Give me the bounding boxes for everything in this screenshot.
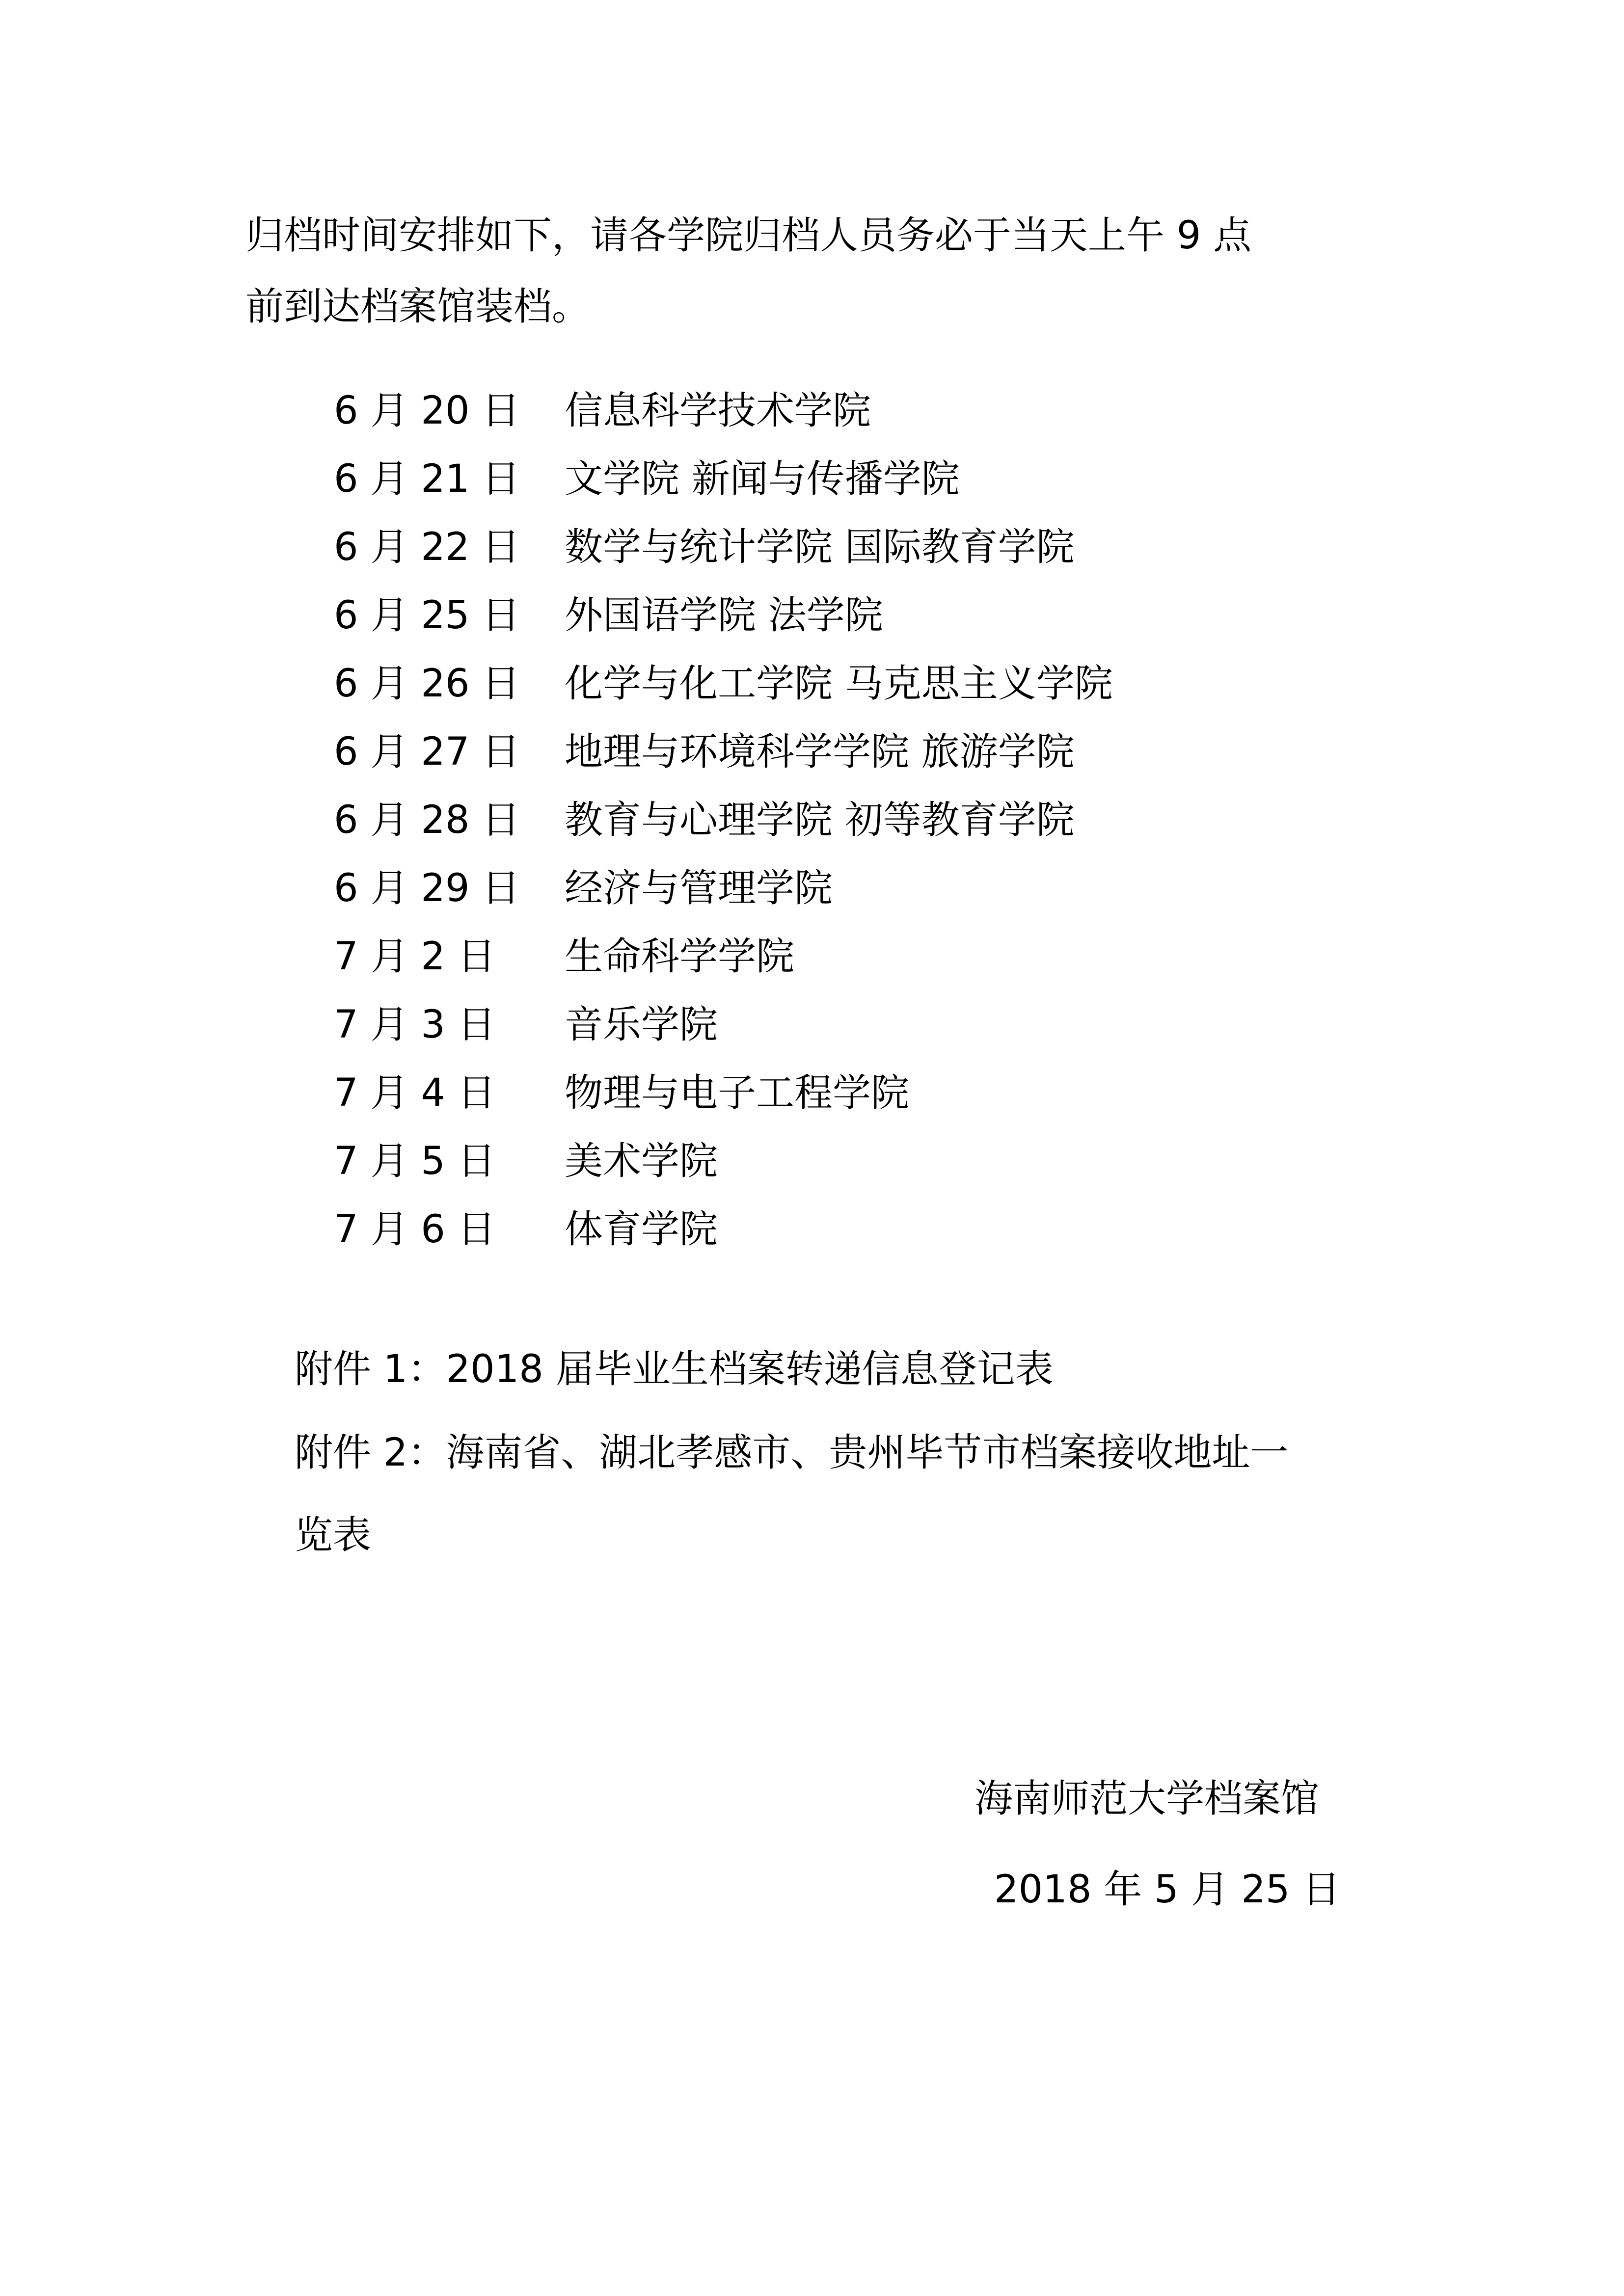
attachment-1: 附件 1：2018 届毕业生档案转递信息登记表 — [295, 1347, 1054, 1391]
schedule-date: 6 月 28 日 — [334, 798, 520, 842]
schedule-date: 6 月 26 日 — [334, 662, 520, 706]
intro-line-1: 归档时间安排如下，请各学院归档人员务必于当天上午 9 点 — [245, 214, 1252, 258]
schedule-colleges: 地理与环境科学学院 旅游学院 — [565, 730, 1075, 774]
schedule-date: 6 月 22 日 — [334, 525, 520, 569]
schedule-colleges: 经济与管理学院 — [565, 866, 833, 910]
schedule-colleges: 生命科学学院 — [565, 934, 795, 979]
schedule-colleges: 信息科学技术学院 — [565, 389, 871, 433]
schedule-date: 7 月 6 日 — [334, 1207, 496, 1252]
schedule-date: 6 月 27 日 — [334, 730, 520, 774]
schedule-colleges: 化学与化工学院 马克思主义学院 — [565, 662, 1113, 706]
signature-organization: 海南师范大学档案馆 — [974, 1777, 1320, 1821]
schedule-colleges: 数学与统计学院 国际教育学院 — [565, 525, 1075, 569]
schedule-date: 6 月 29 日 — [334, 866, 520, 910]
attachment-2-line-2: 览表 — [295, 1513, 372, 1557]
schedule-colleges: 体育学院 — [565, 1207, 718, 1252]
schedule-date: 7 月 2 日 — [334, 934, 496, 979]
schedule-date: 6 月 20 日 — [334, 389, 520, 433]
signature-date: 2018 年 5 月 25 日 — [994, 1868, 1341, 1912]
schedule-date: 6 月 21 日 — [334, 457, 520, 501]
schedule-date: 7 月 4 日 — [334, 1071, 496, 1115]
attachment-2-line-1: 附件 2：海南省、湖北孝感市、贵州毕节市档案接收地址一 — [295, 1431, 1289, 1475]
schedule-date: 6 月 25 日 — [334, 593, 520, 638]
schedule-colleges: 音乐学院 — [565, 1003, 718, 1047]
schedule-colleges: 文学院 新闻与传播学院 — [565, 457, 960, 501]
schedule-date: 7 月 5 日 — [334, 1139, 496, 1183]
intro-line-2: 前到达档案馆装档。 — [245, 285, 591, 329]
schedule-colleges: 美术学院 — [565, 1139, 718, 1183]
schedule-colleges: 教育与心理学院 初等教育学院 — [565, 798, 1075, 842]
schedule-colleges: 物理与电子工程学院 — [565, 1071, 910, 1115]
schedule-date: 7 月 3 日 — [334, 1003, 496, 1047]
schedule-colleges: 外国语学院 法学院 — [565, 593, 883, 638]
